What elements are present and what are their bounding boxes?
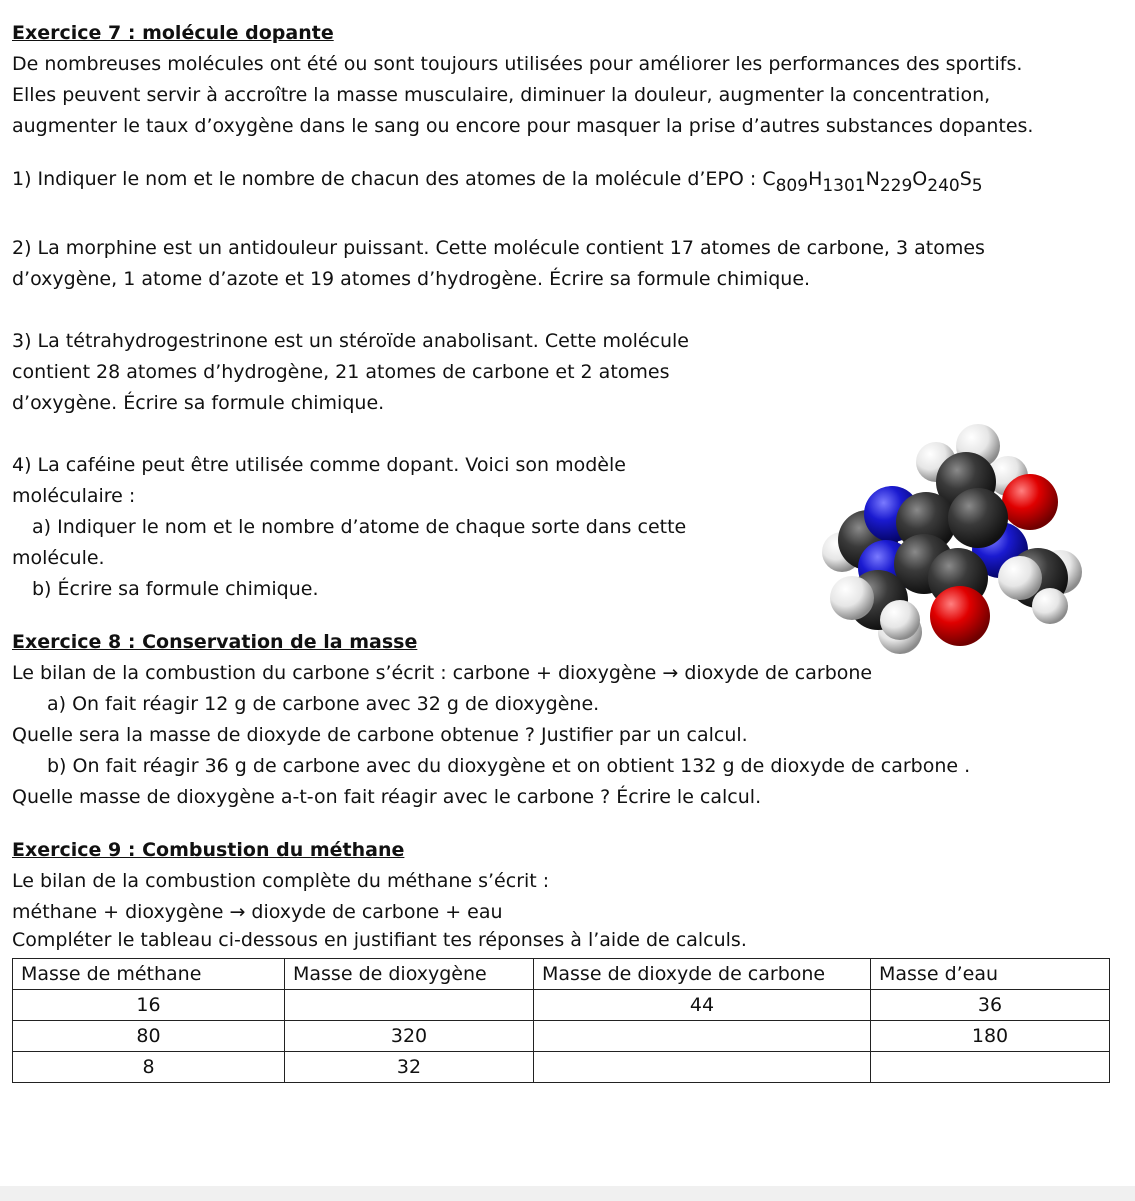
question-8a-prompt: Quelle sera la masse de dioxyde de carbone obtenue ? Justifier par un calcul. <box>12 724 748 746</box>
question-4a-text: a) Indiquer le nom et le nombre d’atome de chaque sorte dans cette molécule. <box>12 516 687 569</box>
epo-c-count: 809 <box>775 176 809 196</box>
table-cell[interactable]: 80 <box>13 1021 285 1052</box>
table-cell[interactable]: 32 <box>285 1052 534 1083</box>
table-cell[interactable]: 36 <box>871 990 1110 1021</box>
exercise-9-title: Exercice 9 : Combustion du méthane <box>12 839 405 861</box>
epo-s-count: 5 <box>971 176 983 196</box>
question-4: 4) La caféine peut être utilisée comme dopant. Voici son modèle moléculaire : <box>12 454 626 507</box>
table-cell[interactable] <box>285 990 534 1021</box>
epo-s: S <box>959 168 972 190</box>
table-cell[interactable]: 320 <box>285 1021 534 1052</box>
table-cell[interactable]: 44 <box>534 990 871 1021</box>
epo-n: N <box>865 168 880 190</box>
header-co2: Masse de dioxyde de carbone <box>534 959 871 990</box>
exercise-9 <box>12 835 1117 1083</box>
epo-formula <box>762 168 983 196</box>
table-row <box>13 990 1110 1021</box>
hydrogen-atom <box>830 576 874 620</box>
exercise-9-line-3: Compléter le tableau ci-dessous en justifiant tes réponses à l’aide de calculs. <box>12 929 747 951</box>
exercise-9-line-1: Le bilan de la combustion complète du méthane s’écrit : <box>12 870 550 892</box>
question-2: 2) La morphine est un antidouleur puissant. Cette molécule contient 17 atomes de carbone, 3 atomes d’oxygène, 1 atome d’azote et 19 atomes d’hydrogène. Écrire sa formule chimique. <box>12 237 985 290</box>
question-8b: b) On fait réagir 36 g de carbone avec du dioxygène et on obtient 132 g de dioxyde de carbone . <box>47 755 971 777</box>
table-cell[interactable]: 180 <box>871 1021 1110 1052</box>
carbon-atom <box>948 488 1008 548</box>
question-4b: b) Écrire sa formule chimique. <box>32 578 319 600</box>
table-cell[interactable]: 16 <box>13 990 285 1021</box>
question-3: 3) La tétrahydrogestrinone est un stéroïde anabolisant. Cette molécule contient 28 atomes d’hydrogène, 21 atomes de carbone et 2 atomes d’oxygène. Écrire sa formule chimique. <box>12 330 689 414</box>
epo-n-count: 229 <box>879 176 913 196</box>
exercise-8-intro: Le bilan de la combustion du carbone s’écrit : carbone + dioxygène → dioxyde de carbone <box>12 662 873 684</box>
methane-table <box>12 958 1110 1083</box>
epo-c: C <box>762 168 776 190</box>
epo-h-count: 1301 <box>822 176 866 196</box>
table-cell[interactable]: 8 <box>13 1052 285 1083</box>
header-methane: Masse de méthane <box>13 959 285 990</box>
page-bottom-edge <box>0 1186 1135 1201</box>
hydrogen-atom <box>998 556 1042 600</box>
oxygen-atom <box>1002 474 1058 530</box>
table-header-row <box>13 959 1110 990</box>
header-dioxygen: Masse de dioxygène <box>285 959 534 990</box>
exercise-7-intro: De nombreuses molécules ont été ou sont toujours utilisées pour améliorer les performances des sportifs. Elles peuvent servir à accroître la masse musculaire, diminuer la douleur, augmenter la concentration, augmenter le taux d’oxygène dans le sang ou encore pour masquer la prise d’autres substances dopantes. <box>12 53 1034 137</box>
question-1 <box>12 164 1117 202</box>
oxygen-atom <box>930 586 990 646</box>
hydrogen-atom <box>1032 588 1068 624</box>
exercise-8-title: Exercice 8 : Conservation de la masse <box>12 631 418 653</box>
epo-h: H <box>808 168 823 190</box>
question-8b-prompt: Quelle masse de dioxygène a-t-on fait réagir avec le carbone ? Écrire le calcul. <box>12 786 762 808</box>
table-cell[interactable] <box>534 1052 871 1083</box>
exercise-7-title: Exercice 7 : molécule dopante <box>12 22 334 44</box>
header-water: Masse d’eau <box>871 959 1110 990</box>
epo-o: O <box>912 168 928 190</box>
hydrogen-atom <box>880 600 920 640</box>
question-4a <box>12 512 747 574</box>
epo-o-count: 240 <box>927 176 960 196</box>
table-row <box>13 1021 1110 1052</box>
caffeine-molecule-model <box>808 410 1088 670</box>
question-1-text: 1) Indiquer le nom et le nombre de chacun des atomes de la molécule d’EPO : <box>12 168 763 190</box>
exercise-9-line-2: méthane + dioxygène → dioxyde de carbone + eau <box>12 901 503 923</box>
question-8a: a) On fait réagir 12 g de carbone avec 32 g de dioxygène. <box>47 693 600 715</box>
table-cell[interactable] <box>534 1021 871 1052</box>
table-row <box>13 1052 1110 1083</box>
table-cell[interactable] <box>871 1052 1110 1083</box>
